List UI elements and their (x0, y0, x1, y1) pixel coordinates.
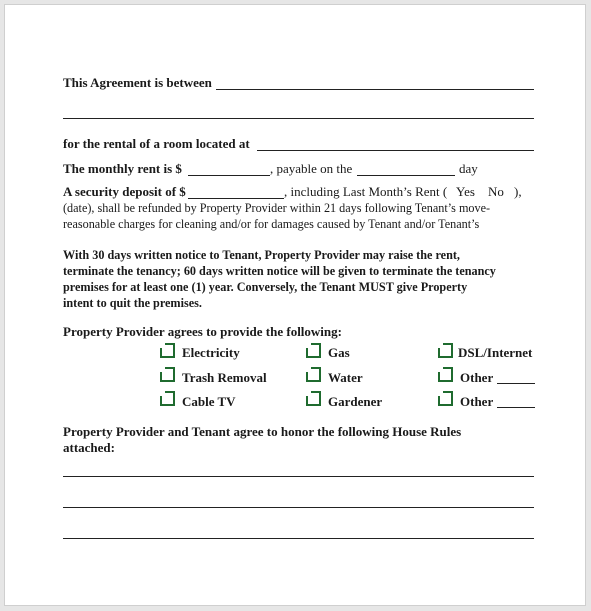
other-1-line[interactable] (497, 383, 535, 384)
house-rules-line-blank-3[interactable] (63, 538, 534, 539)
payable-day-line[interactable] (357, 175, 455, 176)
notice-line-1: With 30 days written notice to Tenant, Property Provider may raise the rent, (63, 248, 460, 262)
gardener-label: Gardener (328, 394, 383, 409)
other-1-checkbox[interactable] (438, 367, 453, 382)
between-party-line-2[interactable] (63, 118, 534, 119)
electricity-label: Electricity (182, 345, 240, 360)
deposit-amount-line[interactable] (188, 198, 284, 199)
payable-on-text: , payable on the (270, 161, 353, 176)
gardener-checkbox[interactable] (306, 391, 321, 406)
gas-checkbox[interactable] (306, 343, 321, 358)
house-rules-line-blank-2[interactable] (63, 507, 534, 508)
electricity-checkbox[interactable] (160, 343, 175, 358)
security-deposit-label: A security deposit of $ (63, 184, 186, 199)
rental-location-line[interactable] (257, 150, 534, 151)
rental-location-label: for the rental of a room located at (63, 136, 250, 151)
gas-label: Gas (328, 345, 350, 360)
day-text: day (459, 161, 478, 176)
document-page (4, 4, 586, 606)
cable-tv-checkbox[interactable] (160, 391, 175, 406)
water-checkbox[interactable] (306, 367, 321, 382)
other-2-label: Other (460, 394, 494, 409)
cable-tv-label: Cable TV (182, 394, 236, 409)
agreement-between-label: This Agreement is between (63, 75, 212, 90)
deposit-no-option[interactable]: No (488, 184, 504, 199)
notice-line-2: terminate the tenancy; 60 days written notice will be given to terminate the tenancy (63, 264, 496, 278)
deposit-yes-option[interactable]: Yes (456, 184, 475, 199)
water-label: Water (328, 370, 363, 385)
other-2-line[interactable] (497, 407, 535, 408)
dsl-internet-checkbox[interactable] (438, 343, 453, 358)
other-2-checkbox[interactable] (438, 391, 453, 406)
deposit-line1-end: ), (514, 184, 522, 199)
between-party-line[interactable] (216, 89, 534, 90)
last-month-rent-text: , including Last Month’s Rent ( (284, 184, 448, 199)
house-rules-line-1: Property Provider and Tenant agree to honor the following House Rules (63, 424, 462, 439)
deposit-line-3: reasonable charges for cleaning and/or for damages caused by Tenant and/or Tenant’s (63, 217, 480, 231)
house-rules-line-2: attached: (63, 440, 115, 455)
trash-removal-label: Trash Removal (182, 370, 267, 385)
monthly-rent-label: The monthly rent is $ (63, 161, 182, 176)
notice-line-3: premises for at least one (1) year. Conversely, the Tenant MUST give Property (63, 280, 468, 294)
dsl-internet-label: DSL/Internet (458, 345, 533, 360)
provider-heading: Property Provider agrees to provide the following: (63, 324, 342, 339)
deposit-line-2: (date), shall be refunded by Property Provider within 21 days following Tenant’s move- (63, 201, 491, 215)
notice-line-4: intent to quit the premises. (63, 296, 202, 310)
rent-amount-line[interactable] (188, 175, 270, 176)
other-1-label: Other (460, 370, 494, 385)
house-rules-line-blank-1[interactable] (63, 476, 534, 477)
trash-removal-checkbox[interactable] (160, 367, 175, 382)
